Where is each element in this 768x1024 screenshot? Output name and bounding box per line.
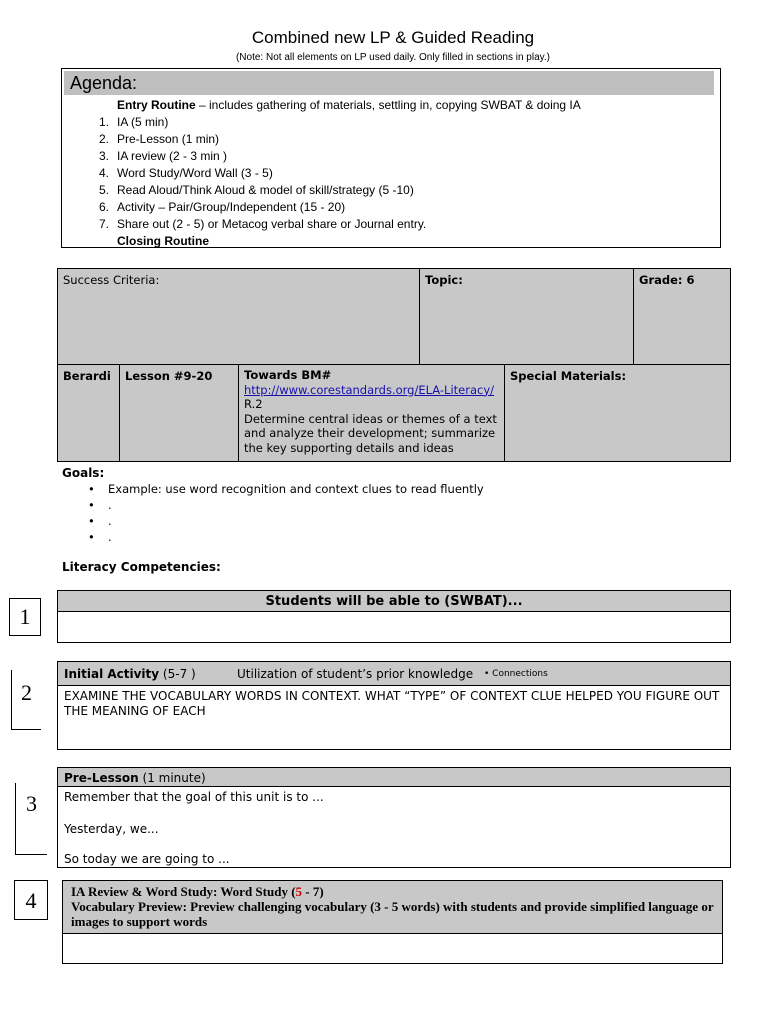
ia-review-box (62, 880, 723, 964)
initial-activity-label: Initial Activity (64, 667, 160, 681)
initial-activity-purpose: Utilization of student’s prior knowledge (237, 667, 474, 681)
swbat-title: Students will be able to (SWBAT)... (265, 594, 523, 609)
agenda-closing-routine: Closing Routine (117, 234, 209, 248)
agenda-box (61, 68, 721, 248)
initial-activity-body: EXAMINE THE VOCABULARY WORDS IN CONTEXT. WHAT “TYPE” OF CONTEXT CLUE HELPED YOU FIGURE OUT THE MEANING OF EACH (64, 689, 720, 718)
standards-link[interactable]: http://www.corestandards.org/ELA-Literacy/ (244, 382, 495, 397)
page-title: Combined new LP & Guided Reading (251, 28, 535, 47)
topic-label: Topic: (425, 273, 463, 287)
ia-review-time-end: - 7) (302, 884, 324, 899)
agenda-item-num: 7. (98, 217, 109, 231)
agenda-item-text: Activity – Pair/Group/Independent (15 - 20) (117, 200, 346, 214)
swbat-header (58, 591, 730, 612)
grade-cell (633, 268, 731, 365)
teacher-name: Berardi (63, 369, 111, 383)
agenda-item-text: IA review (2 - 3 min ) (117, 149, 228, 163)
goal-item: • . (62, 497, 712, 513)
initial-activity-time: (5-7 ) (159, 667, 196, 681)
pre-lesson-label: Pre-Lesson (64, 771, 139, 785)
standard-code: R.2 (244, 397, 263, 411)
initial-activity-connections: • Connections (484, 669, 548, 679)
agenda-item-text: Share out (2 - 5) or Metacog verbal share or Journal entry. (117, 217, 427, 231)
lesson-number: Lesson #9-20 (125, 369, 213, 383)
section-number-4: 4 (14, 880, 48, 920)
topic-cell (419, 268, 634, 365)
agenda-item-num: 4. (98, 166, 109, 180)
lesson-cell (119, 364, 239, 462)
agenda-item-num: 3. (98, 149, 109, 163)
initial-activity-header (58, 662, 730, 686)
pre-lesson-time: (1 minute) (138, 771, 206, 785)
agenda-item-text: IA (5 min) (117, 115, 169, 129)
ia-review-time-start: 5 (295, 884, 303, 899)
agenda-item-text: Word Study/Word Wall (3 - 5) (117, 166, 273, 180)
swbat-box (57, 590, 731, 643)
goals-list (62, 481, 712, 545)
agenda-item-num: 6. (98, 200, 109, 214)
pre-lesson-line-3: So today we are going to ... (64, 852, 230, 866)
pre-lesson-line-1: Remember that the goal of this unit is to ... (64, 790, 324, 804)
pre-lesson-box (57, 767, 731, 868)
pre-lesson-header (58, 768, 730, 787)
initial-activity-box (57, 661, 731, 750)
agenda-heading: Agenda: (64, 71, 714, 95)
ia-review-header (63, 881, 722, 934)
towards-bm-cell (238, 364, 505, 462)
agenda-item-num: 5. (98, 183, 109, 197)
pre-lesson-line-2: Yesterday, we... (64, 822, 159, 836)
literacy-competencies-label: Literacy Competencies: (62, 560, 221, 574)
agenda-item-text: Pre-Lesson (1 min) (117, 132, 220, 146)
success-criteria-label: Success Criteria: (63, 273, 160, 287)
page-note: (Note: Not all elements on LP used daily. Only filled in sections in play.) (235, 52, 551, 63)
agenda-item-num: 2. (98, 132, 109, 146)
section-number-1: 1 (9, 598, 41, 636)
section-number-3: 3 (15, 783, 47, 855)
goals-label: Goals: (62, 466, 105, 480)
ia-review-title-text: IA Review & Word Study: Word Study ( (71, 884, 296, 899)
ia-review-title (71, 884, 714, 899)
goal-item: • Example: use word recognition and context clues to read fluently (62, 481, 712, 497)
special-materials-cell (504, 364, 731, 462)
goal-item: • . (62, 529, 712, 545)
section-number-2: 2 (11, 670, 41, 730)
entry-routine-desc: – includes gathering of materials, settling in, copying SWBAT & doing IA (195, 98, 581, 112)
grade-label: Grade: 6 (639, 273, 695, 287)
agenda-item-text: Read Aloud/Think Aloud & model of skill/strategy (5 -10) (117, 183, 414, 197)
goal-item: • . (62, 513, 712, 529)
success-criteria-cell (57, 268, 420, 365)
teacher-cell (57, 364, 120, 462)
agenda-entry-routine (117, 97, 581, 114)
standard-description: Determine central ideas or themes of a text and analyze their development; summarize the key supporting details and ideas (244, 411, 497, 455)
towards-bm-label: Towards BM# (244, 368, 332, 382)
entry-routine-label: Entry Routine (117, 98, 196, 112)
vocabulary-preview-text: Vocabulary Preview: Preview challenging vocabulary (3 - 5 words) with students and provide simplified language or images to support words (71, 899, 714, 929)
special-materials-label: Special Materials: (510, 369, 627, 383)
agenda-item-num: 1. (98, 115, 109, 129)
